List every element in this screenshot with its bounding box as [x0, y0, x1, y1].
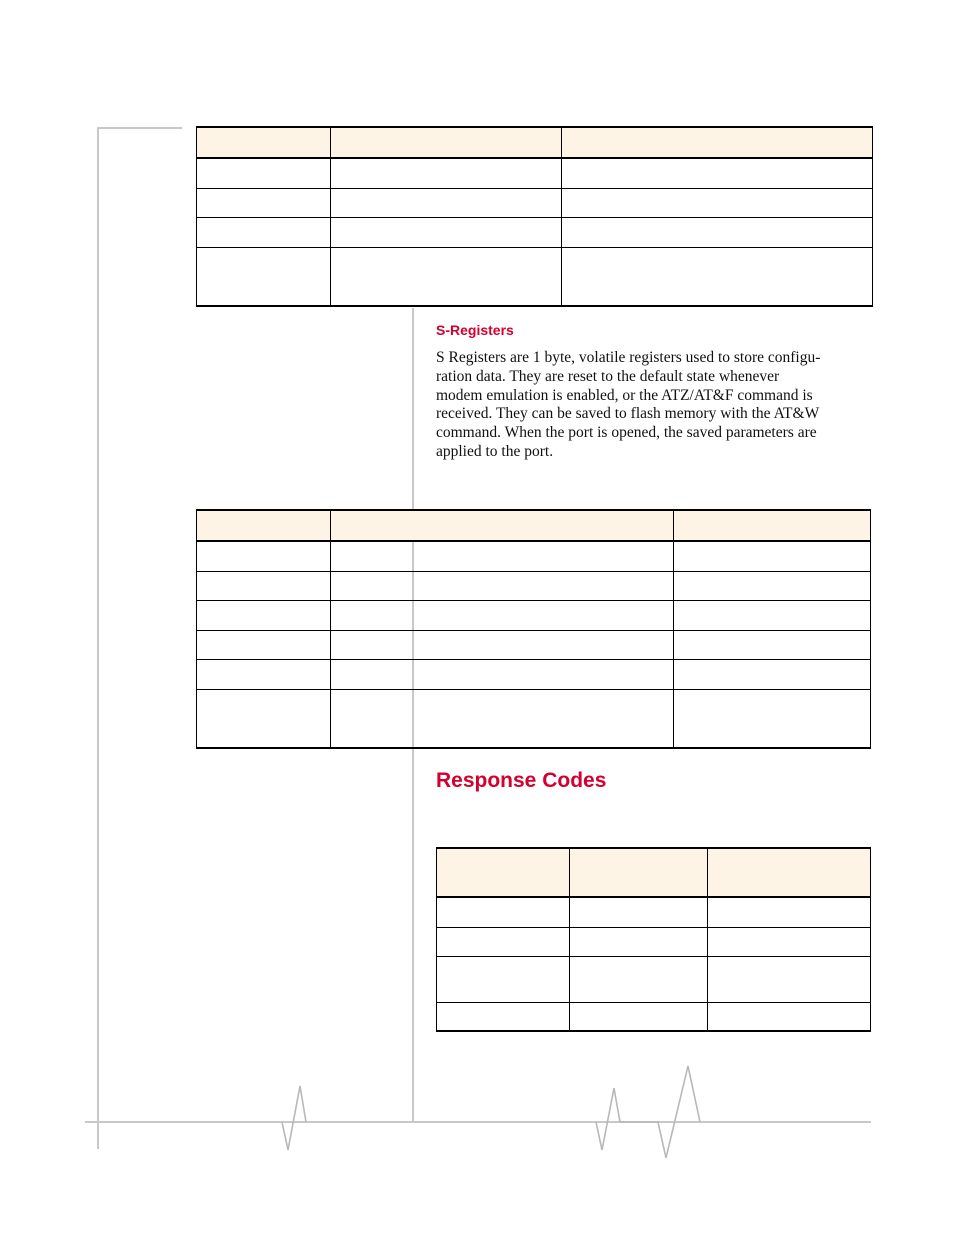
paragraph-line: command. When the port is opened, the saved parameters are: [436, 424, 817, 442]
table-sregisters-cell: [331, 600, 674, 630]
table-response-codes-header-cell: [570, 848, 708, 897]
table-sregisters-cell: [197, 630, 331, 659]
table-sregisters-cell: [674, 541, 871, 571]
table-sregisters-cell: [197, 571, 331, 600]
table-top-cell: [331, 217, 562, 247]
table-top-cell: [197, 217, 331, 247]
table-sregisters-cell: [197, 689, 331, 748]
paragraph-line: S Registers are 1 byte, volatile registers used to store configu-: [436, 349, 821, 366]
table-sregisters-cell: [674, 571, 871, 600]
table-top-cell: [197, 188, 331, 217]
table-sregisters-cell: [674, 659, 871, 689]
table-top-cell: [562, 217, 873, 247]
table-top-cell: [197, 158, 331, 188]
table-response-codes: [436, 847, 871, 1032]
table-top-cell: [331, 188, 562, 217]
table-sregisters-cell: [197, 541, 331, 571]
table-response-codes-cell: [708, 1002, 871, 1031]
table-sregisters-cell: [674, 600, 871, 630]
table-response-codes-cell: [437, 927, 570, 956]
table-sregisters-header-cell: [197, 510, 331, 541]
table-top-cell: [197, 247, 331, 306]
table-response-codes-cell: [708, 927, 871, 956]
table-sregisters-header-cell: [674, 510, 871, 541]
table-response-codes-cell: [437, 956, 570, 1002]
table-response-codes-cell: [708, 897, 871, 927]
table-sregisters-cell: [674, 689, 871, 748]
table-response-codes-cell: [570, 1002, 708, 1031]
table-response-codes-cell: [437, 897, 570, 927]
table-sregisters-cell: [331, 541, 674, 571]
sregisters-heading: S-Registers: [436, 322, 514, 338]
paragraph-line: modem emulation is enabled, or the ATZ/AT&F command is: [436, 386, 813, 404]
table-sregisters-cell: [331, 659, 674, 689]
table-top-cell: [331, 158, 562, 188]
paragraph-line: applied to the port.: [436, 442, 554, 460]
table-response-codes-cell: [570, 927, 708, 956]
table-top: [196, 126, 873, 307]
table-response-codes-cell: [437, 1002, 570, 1031]
table-top-header-cell: [197, 127, 331, 158]
sregisters-paragraph: [436, 349, 876, 462]
table-top-cell: [562, 158, 873, 188]
table-response-codes-cell: [708, 956, 871, 1002]
table-sregisters-cell: [197, 659, 331, 689]
table-sregisters-cell: [331, 571, 674, 600]
table-sregisters-header-cell: [331, 510, 674, 541]
table-top-cell: [562, 247, 873, 306]
paragraph-line: received. They can be saved to flash memory with the AT&W: [436, 405, 820, 423]
table-top-cell: [331, 247, 562, 306]
table-response-codes-cell: [570, 897, 708, 927]
table-response-codes-header-cell: [437, 848, 570, 897]
response-codes-heading: Response Codes: [436, 769, 607, 792]
table-top-header-cell: [562, 127, 873, 158]
table-sregisters-cell: [674, 630, 871, 659]
paragraph-line: ration data. They are reset to the default state whenever: [436, 367, 780, 385]
table-top-header-cell: [331, 127, 562, 158]
table-sregisters-cell: [331, 630, 674, 659]
table-sregisters: [196, 509, 871, 749]
table-sregisters-cell: [197, 600, 331, 630]
table-sregisters-cell: [331, 689, 674, 748]
table-response-codes-header-cell: [708, 848, 871, 897]
table-top-cell: [562, 188, 873, 217]
table-response-codes-cell: [570, 956, 708, 1002]
